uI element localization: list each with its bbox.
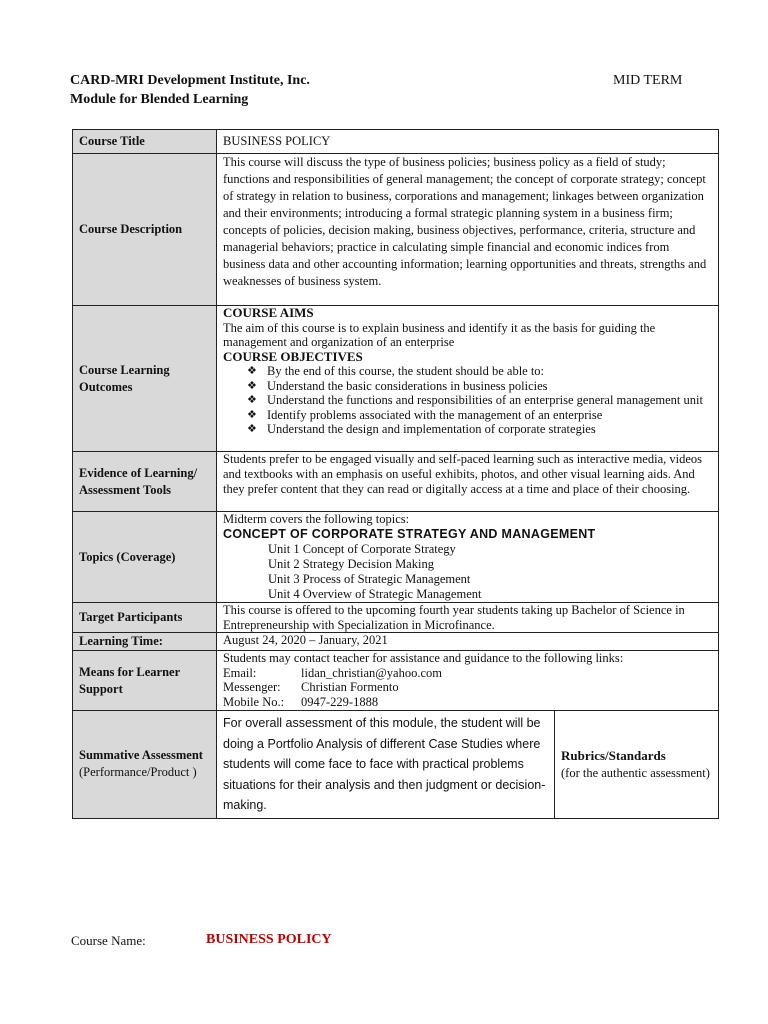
email-label: Email: bbox=[223, 665, 257, 680]
list-item: ❖ Understand the basic considerations in business policies bbox=[247, 378, 548, 393]
support-messenger-row bbox=[223, 680, 712, 695]
topics-label: Topics (Coverage) bbox=[73, 512, 217, 603]
topic-unit: Unit 1 Concept of Corporate Strategy bbox=[268, 542, 456, 556]
list-item: ❖ By the end of this course, the student should be able to: bbox=[247, 364, 545, 378]
row-evidence-of-learning bbox=[73, 452, 719, 512]
summative-value: For overall assessment of this module, the student will be doing a Portfolio Analysis of different Case Studies where students will come face to face with practical problems situations for their analysis and then judgment or decision-making. bbox=[217, 711, 555, 818]
topic-unit: Unit 2 Strategy Decision Making bbox=[268, 557, 434, 571]
topic-unit: Unit 3 Process of Strategic Management bbox=[268, 572, 471, 586]
topics-cell bbox=[217, 512, 719, 603]
summative-label-cell bbox=[73, 711, 217, 819]
row-course-title bbox=[73, 130, 719, 154]
evidence-value: Students prefer to be engaged visually and self-paced learning such as interactive media, videos and textbooks with an emphasis on useful exhibits, photos, and other visual learning aids. And they prefer content that they can read or digitally access at a time and place of their choosing. bbox=[217, 452, 719, 512]
list-item: ❖ Understand the functions and responsibilities of an enterprise general management unit bbox=[247, 393, 703, 407]
row-learning-outcomes bbox=[73, 306, 719, 452]
mobile-label: Mobile No.: bbox=[223, 694, 285, 709]
support-intro: Students may contact teacher for assistance and guidance to the following links: bbox=[223, 651, 624, 665]
topics-heading: CONCEPT OF CORPORATE STRATEGY AND MANAGEMENT bbox=[223, 527, 596, 541]
target-participants-label: Target Participants bbox=[73, 603, 217, 633]
messenger-value: Christian Formento bbox=[301, 680, 399, 694]
mobile-value: 0947-229-1888 bbox=[301, 694, 379, 709]
learner-support-label: Means for Learner Support bbox=[73, 651, 217, 711]
module-title: Module for Blended Learning bbox=[70, 92, 249, 107]
row-topics bbox=[73, 512, 719, 603]
course-objectives-heading: COURSE OBJECTIVES bbox=[223, 348, 363, 364]
diamond-bullet-icon: ❖ bbox=[247, 408, 257, 421]
course-title-label: Course Title bbox=[73, 130, 217, 154]
learning-time-value: August 24, 2020 – January, 2021 bbox=[217, 633, 719, 651]
row-summative-assessment bbox=[73, 711, 719, 819]
course-name-label: Course Name: bbox=[71, 933, 146, 948]
list-item: ❖ Identify problems associated with the management of an enterprise bbox=[247, 407, 603, 422]
learner-support-cell bbox=[217, 651, 719, 711]
learning-time-label: Learning Time: bbox=[73, 633, 217, 651]
support-email-row bbox=[223, 666, 712, 681]
target-participants-value: This course is offered to the upcoming fourth year students taking up Bachelor of Science in Entrepreneurship with Specialization in Microfinance. bbox=[217, 603, 719, 633]
rubrics-cell bbox=[555, 711, 719, 818]
messenger-label: Messenger: bbox=[223, 680, 281, 694]
support-mobile-row bbox=[223, 695, 712, 710]
summative-inner-table bbox=[217, 711, 718, 818]
summative-label: Summative Assessment bbox=[79, 748, 203, 763]
course-name-value: BUSINESS POLICY bbox=[206, 932, 332, 947]
course-description-label: Course Description bbox=[73, 154, 217, 306]
summative-sublabel: (Performance/Product ) bbox=[79, 765, 197, 780]
row-course-description bbox=[73, 154, 719, 306]
diamond-bullet-icon: ❖ bbox=[247, 394, 257, 406]
learning-outcomes-label: Course Learning Outcomes bbox=[73, 306, 217, 452]
diamond-bullet-icon: ❖ bbox=[247, 379, 257, 392]
list-item: ❖ Understand the design and implementation of corporate strategies bbox=[247, 422, 596, 436]
course-aims-heading: COURSE AIMS bbox=[223, 305, 314, 320]
summative-cell bbox=[217, 711, 719, 819]
topic-unit: Unit 4 Overview of Strategic Management bbox=[268, 587, 482, 601]
rubrics-note: (for the authentic assessment) bbox=[561, 765, 710, 780]
diamond-bullet-icon: ❖ bbox=[247, 423, 257, 435]
course-title-value: BUSINESS POLICY bbox=[217, 130, 719, 154]
email-value[interactable]: lidan_christian@yahoo.com bbox=[301, 665, 442, 680]
learning-outcomes-cell bbox=[217, 306, 719, 452]
topics-intro: Midterm covers the following topics: bbox=[223, 512, 410, 526]
term-label: MID TERM bbox=[613, 73, 683, 88]
institute-name: CARD-MRI Development Institute, Inc. bbox=[70, 73, 310, 88]
evidence-label: Evidence of Learning/ Assessment Tools bbox=[73, 452, 217, 512]
course-info-table bbox=[72, 129, 719, 819]
objectives-list bbox=[223, 364, 712, 437]
row-target-participants bbox=[73, 603, 719, 633]
course-aims-text: The aim of this course is to explain business and identify it as the basis for guiding the management and organization of an enterprise bbox=[223, 320, 656, 349]
diamond-bullet-icon: ❖ bbox=[247, 365, 257, 377]
rubrics-heading: Rubrics/Standards bbox=[561, 747, 666, 763]
row-learner-support bbox=[73, 651, 719, 711]
course-description-value: This course will discuss the type of business policies; business policy as a field of study; functions and responsibilities of general management; the concept of corporate strategy; concept of strategy in relation to business, corporations and management; linkages between organization and their environments; introducing a formal strategic planning system in a business firm; concepts of policies, decision making, business objectives, performance, criteria, structure and managerial behaviors; practice in calculating simple financial and economic indices from business data and other accounting information; learning opportunities and threats, strengths and weaknesses of business system. bbox=[217, 154, 719, 306]
row-learning-time bbox=[73, 633, 719, 651]
